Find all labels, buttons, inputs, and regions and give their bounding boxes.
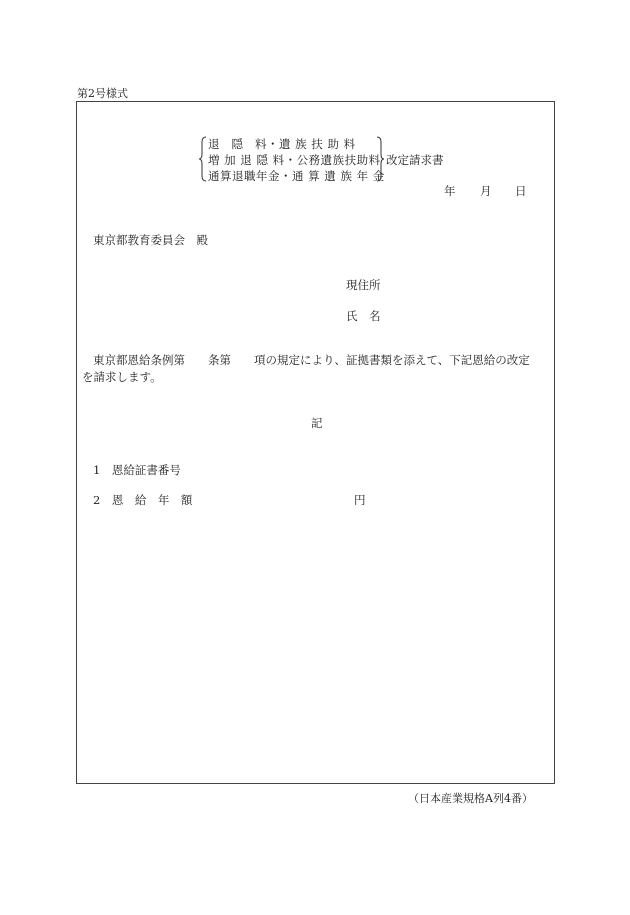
date-year-label: 年 [444, 184, 456, 198]
form-number-label: 第2号様式 [77, 87, 128, 100]
date-day-label: 日 [515, 184, 527, 198]
body-text-line-1: 東京都恩給条例第 条第 項の規定により、証拠書類を添えて、下記恩給の改定 [93, 353, 530, 367]
address-label: 現住所 [346, 278, 381, 292]
title-suffix: 改定請求書 [386, 153, 444, 167]
title-line-3: 通算退職年金・通 算 遺 族 年 金 [208, 169, 385, 183]
left-brace [199, 136, 207, 182]
name-label: 氏 名 [346, 309, 381, 323]
title-line-2: 増 加 退 隠 料・公務遺族扶助料 [208, 153, 381, 167]
addressee: 東京都教育委員会 殿 [93, 233, 208, 247]
yen-unit: 円 [354, 493, 366, 507]
date-month-label: 月 [480, 184, 492, 198]
form-frame [76, 101, 555, 784]
item-annual-amount: 2 恩 給 年 額 [93, 493, 193, 507]
right-brace [376, 136, 384, 182]
item-certificate-number: 1 恩給証書番号 [93, 463, 181, 477]
ki-heading: 記 [311, 416, 323, 430]
title-line-1: 退隠料・遺 族 扶 助 料 [208, 137, 356, 151]
paper-size-note: （日本産業規格A列4番） [408, 792, 533, 805]
body-text-line-2: を請求します。 [82, 370, 162, 384]
